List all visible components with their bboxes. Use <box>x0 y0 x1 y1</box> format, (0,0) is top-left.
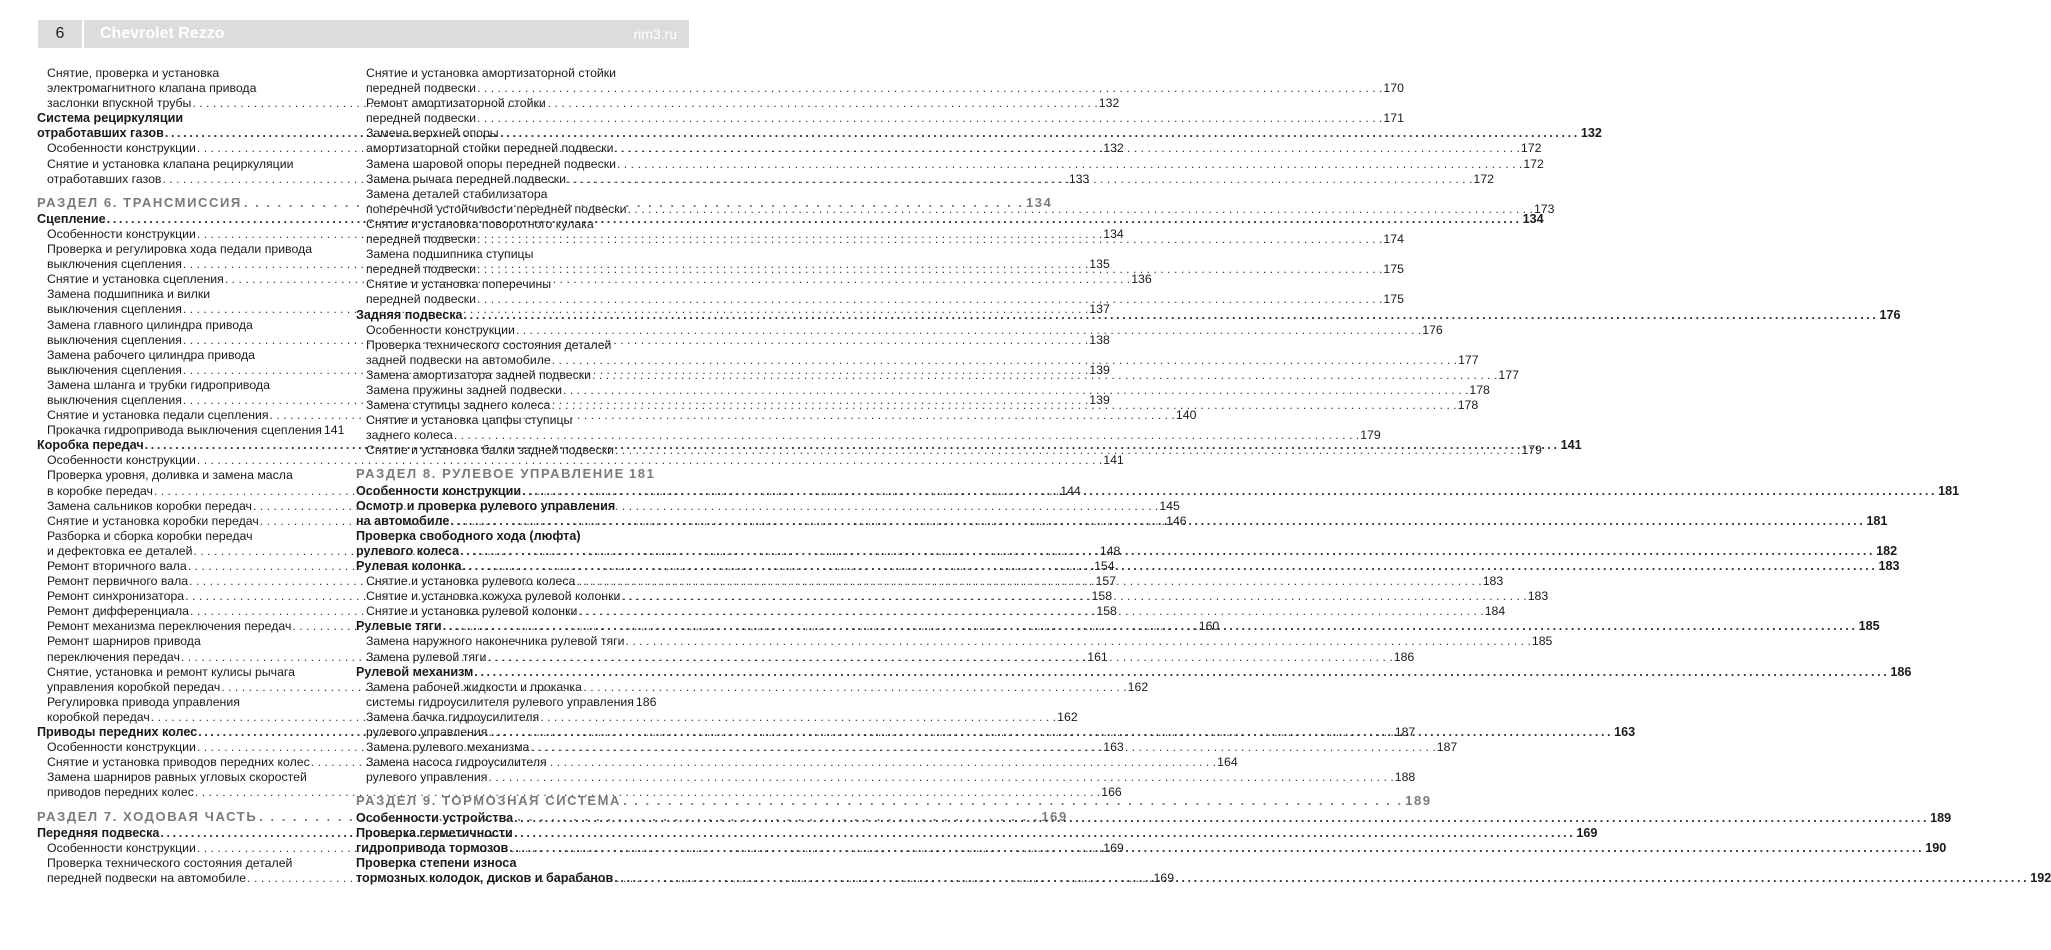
toc-page-number: 187 <box>1436 740 1458 755</box>
toc-page-number: 169 <box>1041 808 1068 824</box>
toc-entry-title: Снятие и установка амортизаторной стойки <box>366 66 617 80</box>
toc-entry <box>37 453 1124 468</box>
toc-entry-title: Замена подшипника ступицы <box>366 247 534 262</box>
dot-leader <box>477 111 1382 126</box>
toc-chapter-entry <box>37 111 335 126</box>
toc-page-number: 172 <box>1473 171 1494 186</box>
toc-entry-title: Ремонт вторичного вала <box>47 559 187 573</box>
toc-entry-title: Передняя подвеска <box>37 825 160 840</box>
toc-page-number: 145 <box>1159 498 1180 513</box>
toc-entry <box>37 770 335 785</box>
dot-leader <box>615 443 1520 458</box>
toc-page-number: 163 <box>1614 725 1636 740</box>
toc-page-number: 179 <box>1521 443 1542 458</box>
toc-entry-title: Замена наружного наконечника рулевой тяги <box>366 634 625 649</box>
toc-entry-title: Проверка и регулировка хода педали привода <box>47 242 313 257</box>
toc-page-number: 183 <box>1878 559 1900 573</box>
toc-page-number: 189 <box>1930 810 1952 825</box>
toc-page-number: 161 <box>1087 649 1108 664</box>
dot-leader <box>621 589 1526 604</box>
toc-entry-title: Система рециркуляции <box>37 111 184 126</box>
toc-entry <box>356 710 654 725</box>
toc-entry-title: Снятие и установка кожуха рулевой колонки <box>366 589 621 604</box>
toc-page-number: 178 <box>1457 398 1479 413</box>
toc-entry-title: передней подвески <box>366 111 477 126</box>
toc-entry-title: Проверка свободного хода (люфта) <box>356 528 581 543</box>
toc-entry-title: Замена бачка гидроусилителя <box>366 709 540 724</box>
toc-entry-title: отработавших газов <box>47 171 162 186</box>
toc-page-number: 158 <box>1096 604 1117 619</box>
toc-entry <box>37 66 335 81</box>
toc-entry-title: электромагнитного клапана привода <box>47 81 257 96</box>
toc-entry <box>356 322 1443 338</box>
toc-entry-title: Проверка технического состояния деталей <box>47 855 293 870</box>
toc-page-number: 135 <box>1089 257 1110 272</box>
toc-entry-title: выключения сцепления <box>47 362 182 377</box>
toc-page-number: 162 <box>1057 709 1078 724</box>
dot-leader <box>514 808 1929 826</box>
toc-section-heading <box>356 466 654 481</box>
toc-entry <box>37 785 1122 800</box>
toc-page-number: 141 <box>1103 453 1124 468</box>
toc-entry-title: Снятие и установка приводов передних колес <box>47 755 310 770</box>
toc-page-number: 192 <box>2030 870 2051 885</box>
toc-entry-title: Замена шаровой опоры передней подвески <box>366 156 616 171</box>
toc-page-number: 146 <box>1166 513 1187 528</box>
toc-entry-title: Замена пружины задней подвески <box>366 382 562 397</box>
toc-entry-title: Рулевой механизм <box>356 664 474 679</box>
toc-page-number: 134 <box>1025 194 1053 210</box>
toc-entry-title: и дефектовка ее деталей <box>47 543 193 558</box>
toc-page-number: 176 <box>1879 307 1901 322</box>
toc-page-number: 132 <box>1103 141 1124 156</box>
toc-entry-title: Снятие и установка поворотного кулака <box>366 216 594 231</box>
toc-entry <box>37 378 335 393</box>
toc-page-number: 170 <box>1383 81 1404 96</box>
toc-entry-title: выключения сцепления <box>47 257 182 272</box>
toc-page-number: 184 <box>1484 604 1506 619</box>
dot-leader <box>552 353 1457 368</box>
dot-leader <box>615 141 1520 156</box>
toc-entry <box>356 81 1404 96</box>
toc-entry <box>37 529 335 544</box>
toc-entry-title: Снятие и установка сцепления <box>47 272 224 287</box>
toc-chapter-entry <box>356 826 654 841</box>
toc-entry-title: Замена подшипника и вилки <box>47 287 211 302</box>
toc-page-number: 171 <box>1383 111 1404 126</box>
toc-entry <box>356 247 654 262</box>
toc-entry-title: заслонки впускной трубы <box>47 96 192 111</box>
toc-entry <box>356 156 1544 172</box>
toc-entry-title: рулевого управления <box>366 770 488 785</box>
toc-entry-title: Рулевые тяги <box>356 619 442 634</box>
toc-entry-title: Замена насоса гидроусилителя <box>366 755 547 770</box>
dot-leader <box>487 650 1392 665</box>
toc-page-number: 136 <box>1131 272 1152 287</box>
dot-leader <box>443 619 1858 634</box>
toc-entry-title: Особенности конструкции <box>47 141 196 156</box>
toc-entry-title: Ремонт синхронизатора <box>47 589 185 604</box>
toc-entry-title: Особенности устройства <box>356 810 514 825</box>
toc-entry-title: Особенности конструкции <box>356 483 522 498</box>
toc-entry <box>356 443 1542 458</box>
toc-page-number: 139 <box>1089 392 1110 407</box>
toc-page-number: 160 <box>1198 619 1220 634</box>
toc-page-number: 186 <box>1393 649 1415 664</box>
toc-entry-title: на автомобиле <box>356 513 450 528</box>
toc-entry-title: Снятие и установка коробки передач <box>47 513 259 528</box>
toc-page-number: 188 <box>1394 770 1416 785</box>
toc-entry-title: в коробке передач <box>47 483 153 498</box>
toc-entry-title: Задняя подвеска <box>356 307 463 322</box>
dot-leader <box>462 559 1877 574</box>
toc-entry <box>356 694 657 710</box>
toc-entry-title: Замена главного цилиндра привода <box>47 317 253 332</box>
toc-entry-title: Приводы передних колес <box>37 725 198 740</box>
toc-entry-title: гидропривода тормозов <box>356 840 509 855</box>
toc-page-number: 176 <box>1422 322 1443 337</box>
toc-entry-title: Ремонт первичного вала <box>47 574 189 589</box>
toc-entry-title: Замена рабочего цилиндра привода <box>47 347 255 362</box>
toc-entry <box>356 413 654 428</box>
dot-leader <box>460 544 1875 559</box>
dot-leader <box>454 428 1359 443</box>
toc-page-number: 177 <box>1458 352 1479 367</box>
toc-page-number: 166 <box>1101 785 1122 800</box>
toc-entry-title: РАЗДЕЛ 9. ТОРМОЗНАЯ СИСТЕМА <box>356 793 622 809</box>
toc-entry-title: Особенности конструкции <box>47 740 196 755</box>
toc-entry <box>37 634 335 649</box>
toc-entry-title: тормозных колодок, дисков и барабанов <box>356 870 614 885</box>
toc-entry <box>356 126 654 141</box>
toc-entry <box>37 287 335 302</box>
toc-entry-title: Проверка уровня, доливка и замена масла <box>47 468 293 483</box>
toc-entry-title: Снятие и установка рулевого колеса <box>366 574 576 589</box>
toc-page-number: 169 <box>1153 870 1175 885</box>
toc-entry-title: амортизаторной стойки передней подвески <box>366 141 614 156</box>
toc-chapter-entry <box>356 499 654 514</box>
toc-entry-title: Рулевая колонка <box>356 559 462 573</box>
toc-entry-title: Разборка и сборка коробки передач <box>47 528 253 543</box>
toc-entry <box>356 292 1404 307</box>
dot-leader <box>614 871 2029 886</box>
toc-entry <box>356 111 1404 126</box>
toc-page-number: 164 <box>1217 755 1238 770</box>
toc-entry-title: РАЗДЕЛ 8. РУЛЕВОЕ УПРАВЛЕНИЕ <box>356 466 625 482</box>
toc-page-number: 132 <box>1580 126 1602 141</box>
toc-page-number: 172 <box>1523 156 1544 171</box>
toc-page-number: 175 <box>1383 262 1404 277</box>
toc-entry-title: Снятие и установка цапфы ступицы <box>366 413 573 428</box>
toc-entry-title: Замена рулевой тяги <box>366 649 487 664</box>
toc-entry <box>37 81 335 96</box>
toc-page-number: 182 <box>1876 543 1898 558</box>
book-title: Chevrolet Rezzo <box>100 25 225 42</box>
toc-entry-title: рулевого управления <box>366 725 488 740</box>
dot-leader <box>477 292 1382 307</box>
toc-page-number: 181 <box>1938 483 1960 498</box>
toc-page-number: 169 <box>1103 840 1124 855</box>
toc-entry <box>356 725 1416 740</box>
toc-page-number: 187 <box>1394 725 1416 740</box>
toc-entry-title: Снятие и установка поперечины <box>366 277 552 292</box>
toc-entry-title: Регулировка привода управления <box>47 694 240 709</box>
toc-entry <box>356 338 654 353</box>
toc-entry <box>356 66 654 81</box>
toc-entry-title: Ремонт механизма переключения передач <box>47 619 292 634</box>
toc-page-number: 140 <box>1175 408 1197 423</box>
toc-page-number: 189 <box>1405 793 1432 809</box>
toc-entry-title: Проверка герметичности <box>356 825 513 840</box>
toc-page-number: 190 <box>1925 840 1947 855</box>
toc-page-number: 181 <box>628 466 656 482</box>
toc-entry-title: отработавших газов <box>37 126 164 141</box>
toc-entry <box>37 695 335 710</box>
toc-page-number: 132 <box>1098 96 1120 111</box>
dot-leader <box>623 793 1403 808</box>
dot-leader <box>477 232 1382 247</box>
dot-leader <box>509 841 1924 856</box>
toc-entry <box>356 217 654 232</box>
toc-entry <box>37 856 335 871</box>
toc-entry-title: передней подвески <box>366 81 477 96</box>
toc-entry-title: РАЗДЕЛ 6. ТРАНСМИССИЯ <box>37 194 242 210</box>
toc-entry <box>37 242 335 257</box>
toc-entry-title: Замена рычага передней подвески <box>366 171 567 186</box>
toc-entry-title: Ремонт дифференциала <box>47 604 189 619</box>
toc-entry-title: выключения сцепления <box>47 392 182 407</box>
toc-page-number: 173 <box>1533 201 1555 216</box>
dot-leader <box>477 262 1382 277</box>
dot-leader <box>522 484 1937 499</box>
toc-page-number: 162 <box>1127 679 1149 694</box>
dot-leader <box>477 81 1382 96</box>
toc-entry-title: Замена ступицы заднего колеса <box>366 398 551 413</box>
dot-leader <box>551 398 1456 413</box>
toc-entry-title: Осмотр и проверка рулевого управления <box>356 498 616 513</box>
toc-entry-title: заднего колеса <box>366 428 453 443</box>
toc-page-number: 174 <box>1383 232 1404 247</box>
toc-section-heading <box>356 793 1432 809</box>
dot-leader <box>464 308 1879 323</box>
toc-page-number: 175 <box>1383 292 1404 307</box>
toc-entry-title: Замена деталей стабилизатора <box>366 186 548 201</box>
toc-entry-title: Ремонт амортизаторной стойки <box>366 96 546 111</box>
toc-entry <box>356 428 1381 443</box>
dot-leader <box>628 202 1533 217</box>
dot-leader <box>530 740 1435 755</box>
dot-leader <box>474 665 1889 680</box>
dot-leader <box>626 634 1531 649</box>
toc-entry-title: Замена рулевого механизма <box>366 740 530 755</box>
dot-leader <box>567 172 1472 187</box>
page-header <box>38 20 689 48</box>
dot-leader <box>617 157 1522 172</box>
dot-leader <box>516 323 1421 338</box>
toc-entry-title: Снятие и установка балки задней подвески <box>366 443 614 458</box>
toc-entry-title: Снятие и установка клапана рециркуляции <box>47 156 294 171</box>
toc-entry-title: системы гидроусилителя рулевого управления <box>366 694 634 709</box>
toc-entry <box>37 468 335 483</box>
toc-page-number: 134 <box>1522 211 1544 226</box>
toc-entry-title: Замена шарниров равных угловых скоростей <box>47 770 307 785</box>
toc-entry-title: коробкой передач <box>47 709 150 724</box>
toc-page-number: 144 <box>1060 483 1081 498</box>
toc-entry-title: Особенности конструкции <box>47 453 196 468</box>
toc-chapter-entry <box>356 856 654 871</box>
toc-page-number: 179 <box>1360 428 1381 443</box>
toc-page-number: 181 <box>1866 513 1888 528</box>
toc-entry <box>356 755 654 770</box>
toc-entry <box>356 96 654 111</box>
toc-entry <box>37 348 335 363</box>
toc-entry-title: Особенности конструкции <box>366 322 515 337</box>
toc-page-number: 177 <box>1498 367 1519 382</box>
toc-page-number: 157 <box>1095 574 1117 589</box>
toc-entry-title: приводов передних колес <box>47 785 194 800</box>
toc-entry-title: Снятие и установка педали сцепления <box>47 408 269 423</box>
toc-page-number: 186 <box>635 694 657 709</box>
toc-page-number: 154 <box>1094 559 1115 573</box>
dot-leader <box>488 725 1393 740</box>
toc-page-number: 185 <box>1531 634 1553 649</box>
toc-entry-title: Замена шланга и трубки гидропривода <box>47 377 270 392</box>
toc-entry <box>356 634 1553 649</box>
toc-entry-title: Проверка технического состояния деталей <box>366 337 612 352</box>
toc-page-number: 137 <box>1089 302 1110 317</box>
dot-leader <box>563 383 1468 398</box>
toc-entry-title: выключения сцепления <box>47 332 182 347</box>
toc-page-number: 163 <box>1103 740 1124 755</box>
toc-entry-title: Особенности конструкции <box>47 226 196 241</box>
toc-page-number: 158 <box>1091 589 1113 604</box>
toc-entry-title: Снятие и установка рулевой колонки <box>366 604 578 619</box>
toc-entry <box>37 665 335 680</box>
dot-leader <box>488 770 1393 785</box>
toc-entry <box>356 277 654 292</box>
toc-chapter-entry <box>356 529 654 544</box>
toc-entry-title: поперечной устойчивости передней подвески <box>366 201 627 216</box>
dot-leader <box>578 604 1483 619</box>
toc-entry-title: Замена рабочей жидкости и прокачка <box>366 679 582 694</box>
toc-entry <box>356 187 654 202</box>
toc-page-number: 134 <box>1103 226 1124 241</box>
toc-page-number: 141 <box>1560 438 1582 453</box>
toc-page-number: 139 <box>1089 362 1110 377</box>
toc-entry <box>356 352 1479 368</box>
toc-entry <box>37 157 335 172</box>
toc-page-number: 183 <box>1527 589 1549 604</box>
toc-page-number: 183 <box>1482 574 1504 589</box>
toc-page-number: 138 <box>1089 332 1110 347</box>
toc-entry <box>356 680 654 695</box>
toc-entry-title: Снятие, установка и ремонт кулисы рычага <box>47 664 295 679</box>
dot-leader <box>576 574 1481 589</box>
toc-entry-title: Замена верхней опоры <box>366 126 499 141</box>
toc-entry-title: Коробка передач <box>37 438 144 453</box>
toc-entry-title: передней подвески <box>366 292 477 307</box>
toc-page-number: 172 <box>1520 141 1542 156</box>
toc-entry-title: Снятие, проверка и установка <box>47 66 220 80</box>
dot-leader <box>592 368 1497 383</box>
page-number: 6 <box>38 20 84 48</box>
toc-page-number: 185 <box>1858 619 1880 634</box>
toc-entry-title: Особенности конструкции <box>47 840 196 855</box>
toc-entry <box>356 770 1416 785</box>
toc-entry-title: Прокачка гидропривода выключения сцепления <box>47 423 322 438</box>
dot-leader <box>450 514 1865 529</box>
toc-page-number: 148 <box>1099 543 1121 558</box>
toc-entry-title: передней подвески <box>366 262 477 277</box>
toc-entry-title: управления коробкой передач <box>47 679 221 694</box>
toc-entry-title: РАЗДЕЛ 7. ХОДОВАЯ ЧАСТЬ <box>37 808 258 824</box>
site-name: rim3.ru <box>633 26 677 42</box>
toc-entry-title: выключения сцепления <box>47 302 182 317</box>
toc-page-number: 169 <box>1576 825 1598 840</box>
toc-entry-title: Ремонт шарниров привода <box>47 634 201 649</box>
toc-page-number: 178 <box>1469 382 1490 397</box>
toc-entry-title: Замена сальников коробки передач <box>47 498 252 513</box>
toc-page-number: 141 <box>323 423 345 438</box>
toc-entry-title: передней подвески <box>366 232 477 247</box>
toc-entry-title: Замена амортизатора задней подвески <box>366 367 592 382</box>
toc-entry <box>37 318 335 333</box>
toc-entry-title: переключения передач <box>47 649 180 664</box>
toc-page-number: 186 <box>1890 664 1912 679</box>
toc-entry-title: передней подвески на автомобиле <box>47 870 247 885</box>
toc-entry-title: рулевого колеса <box>356 543 460 558</box>
toc-chapter-entry <box>356 664 1912 680</box>
toc-entry <box>37 423 345 438</box>
toc-page-number: 133 <box>1068 171 1090 186</box>
toc-entry-title: Проверка степени износа <box>356 855 517 870</box>
toc-entry <box>356 382 1490 398</box>
toc-entry-title: задней подвески на автомобиле <box>366 352 551 367</box>
toc-entry-title: Сцепление <box>37 211 106 226</box>
